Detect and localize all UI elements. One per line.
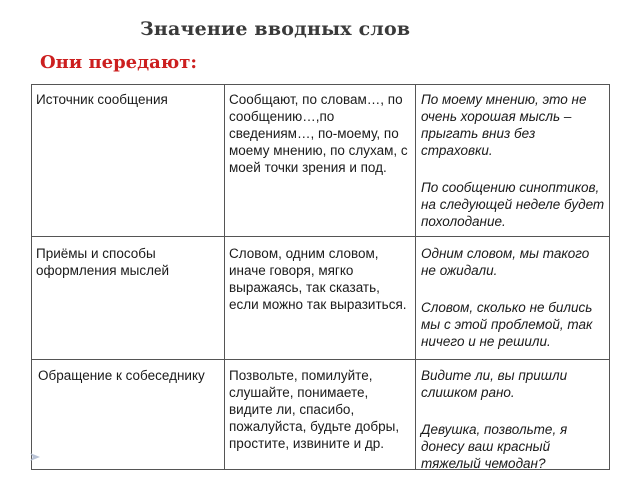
row-examples bbox=[421, 245, 605, 350]
example-sentence: Видите ли, вы пришли слишком рано. bbox=[421, 368, 568, 400]
row-category: Источник сообщения bbox=[36, 92, 168, 107]
nav-arrow-icon[interactable] bbox=[28, 450, 42, 464]
example-sentence: По моему мнению, это не очень хорошая мысль – прыгать вниз без страховки. bbox=[421, 92, 587, 158]
example-sentence: Девушка, позвольте, я донесу ваш красный тяжелый чемодан? bbox=[421, 422, 568, 471]
example-sentence: По сообщению синоптиков, на следующей неделе будет похолодание. bbox=[421, 180, 605, 229]
row-examples bbox=[421, 367, 605, 472]
slide-subtitle: Они передают: bbox=[40, 52, 198, 73]
example-sentence: Словом, сколько не бились мы с этой проблемой, так ничего и не решили. bbox=[421, 300, 593, 349]
row-words: Словом, одним словом, иначе говоря, мягко выражаясь, так сказать, если можно так выразиться. bbox=[229, 246, 407, 312]
row-category: Приёмы и способы оформления мыслей bbox=[36, 246, 170, 278]
row-words: Позвольте, помилуйте, слушайте, понимаете, видите ли, спасибо, пожалуйста, будьте добры, простите, извините и др. bbox=[229, 368, 400, 451]
row-examples bbox=[421, 91, 605, 230]
column-divider bbox=[415, 85, 416, 469]
example-sentence: Одним словом, мы такого не ожидали. bbox=[421, 246, 590, 278]
column-divider bbox=[224, 85, 225, 469]
row-category: Обращение к собеседнику bbox=[38, 368, 205, 383]
row-divider bbox=[32, 236, 609, 237]
row-words: Сообщают, по словам…, по сообщению…,по сведениям…, по-моему, по моему мнению, по слухам, с моей точки зрения и под. bbox=[229, 92, 408, 175]
meaning-table bbox=[31, 84, 610, 470]
row-divider bbox=[32, 359, 609, 360]
slide-title: Значение вводных слов bbox=[140, 18, 411, 40]
